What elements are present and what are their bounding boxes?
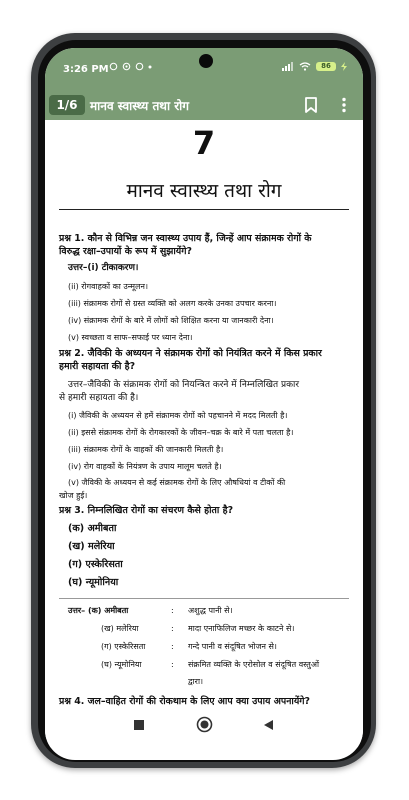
table-value: मादा एनाफिलिज मच्छर के काटने से। <box>188 624 295 633</box>
table-value: संक्रमित व्यक्ति के एरोसोल व संदूषित वस्तुओं <box>188 660 319 669</box>
notification-icons <box>109 62 152 71</box>
q1-line1: प्रश्न 1. कौन से विभिन्न जन स्वास्थ्य उपाय हैं, जिन्हें आप संक्रामक रोगों के <box>59 233 312 244</box>
q2-line1: प्रश्न 2. जैविकी के अध्ययन ने संक्रामक रोगों को नियंत्रित करने में किस प्रकार <box>59 348 322 359</box>
table-colon: : <box>171 642 174 651</box>
q1-answer: (ii) रोगवाहकों का उन्मूलन। <box>68 282 148 291</box>
app-bar <box>45 90 363 120</box>
q2-answer: (iv) रोग वाहकों के नियंत्रण के उपाय मालूम चलते है। <box>68 462 222 471</box>
status-time: 3:26 PM <box>63 64 109 75</box>
bookmark-icon[interactable] <box>302 96 320 114</box>
q1-answer: (iv) संक्रामक रोगों के बारे में लोगों को शिक्षित करना या जानकारी देना। <box>68 316 274 325</box>
document-page <box>45 120 363 748</box>
wifi-icon <box>299 62 311 71</box>
q3-option: (घ) न्यूमोनिया <box>68 577 119 588</box>
status-bar <box>45 48 363 90</box>
battery-icon: 86 <box>316 62 336 71</box>
sync-icon <box>109 62 118 71</box>
recents-square-icon[interactable] <box>133 719 145 731</box>
chapter-number: 7 <box>192 124 216 162</box>
home-circle-icon[interactable] <box>196 716 213 733</box>
table-colon: : <box>171 660 174 669</box>
camera-cutout <box>199 54 213 68</box>
table-colon: : <box>171 606 174 615</box>
charging-icon <box>341 62 347 71</box>
chapter-title: मानव स्वास्थ्य तथा रोग <box>126 180 282 202</box>
q2-answer: (iii) संक्रामक रोगों के वाहकों की जानकारी मिलती है। <box>68 445 224 454</box>
table-label: (ग) एस्केरिसता <box>101 642 146 651</box>
q2-answer: (i) जैविकी के अध्ययन से हमें संक्रामक रोगों को पहचानने में मदद मिलती है। <box>68 411 288 420</box>
table-value: गन्दे पानी व संदूषित भोजन से। <box>188 642 277 651</box>
table-label: (घ) न्यूमोनिया <box>101 660 142 669</box>
notification-icon <box>122 62 131 71</box>
q4-line1: प्रश्न 4. जल–वाहित रोगों की रोकथाम के लिए आप क्या उपाय अपनायेंगे? <box>59 696 310 707</box>
table-value: अशुद्ध पानी से। <box>188 606 233 615</box>
q3-option: (ग) एस्केरिसता <box>68 559 123 570</box>
dot-icon <box>148 65 152 69</box>
table-colon: : <box>171 624 174 633</box>
q1-answer: (iii) संक्रामक रोगों से ग्रस्त व्यक्ति को अलग करके उनका उपचार करना। <box>68 299 277 308</box>
divider <box>59 209 349 210</box>
page-indicator[interactable]: 1/6 <box>49 95 85 115</box>
screen <box>45 48 363 760</box>
back-triangle-icon[interactable] <box>263 719 274 731</box>
q2-line2: हमारी सहायता की है? <box>59 361 136 372</box>
q1-answer: उत्तर–(i) टीकाकरण। <box>68 263 139 273</box>
q2-answer-intro: उत्तर–जैविकी के संक्रामक रोगों को नियन्त्रित करने में निम्नलिखित प्रकार <box>68 380 300 390</box>
q1-answer: (v) स्वच्छता व साफ–सफाई पर ध्यान देना। <box>68 333 193 342</box>
divider <box>59 598 349 599</box>
q3-line1: प्रश्न 3. निम्नलिखित रोगों का संचरण कैसे होता है? <box>59 505 234 516</box>
app-title: मानव स्वास्थ्य तथा रोग <box>90 99 190 113</box>
signal-icon <box>282 62 294 71</box>
location-icon <box>135 62 144 71</box>
q3-option: (क) अमीबता <box>68 523 117 534</box>
table-label: (ख) मलेरिया <box>101 624 139 633</box>
q1-line2: विरुद्ध रक्षा–उपायों के रूप में सुझायेंगे? <box>59 246 192 257</box>
q2-answer: खोज हुई। <box>59 491 88 500</box>
q3-option: (ख) मलेरिया <box>68 541 115 552</box>
q2-answer: (v) जैविकी के अध्ययन से कई संक्रामक रोगों के लिए औषधियां व टीकों की <box>68 478 286 487</box>
table-label: उत्तर– (क) अमीबता <box>68 606 129 615</box>
system-icons <box>282 62 347 71</box>
table-value: द्वारा। <box>188 677 204 686</box>
more-vert-icon[interactable] <box>339 96 349 114</box>
q2-answer: (ii) इससे संक्रामक रोगों के रोगकारकों के जीवन–चक्र के बारे में पता चलता है। <box>68 428 294 437</box>
q2-answer-intro: से हमारी सहायता की है। <box>59 393 139 403</box>
